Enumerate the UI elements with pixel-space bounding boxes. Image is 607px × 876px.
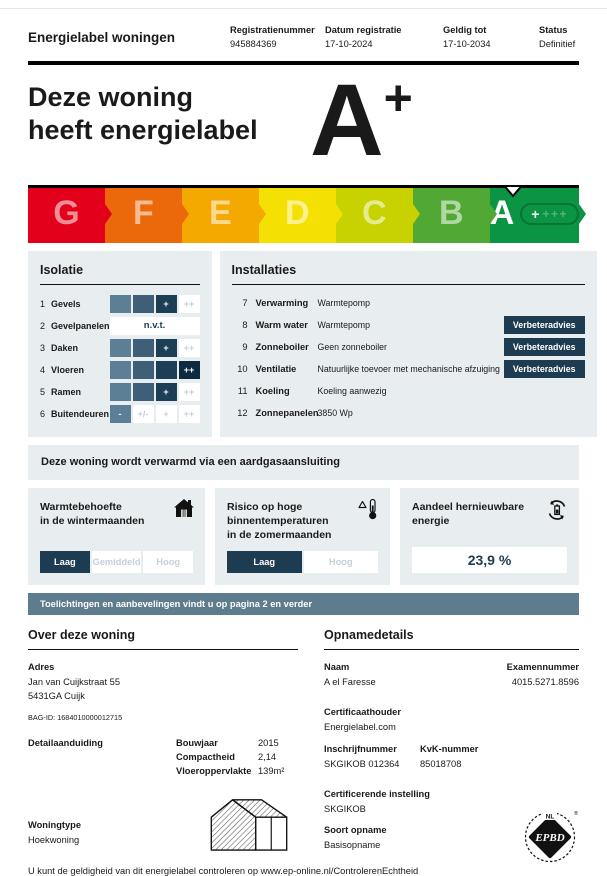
option-laag: Laag (227, 551, 302, 573)
gas-connection-notice: Deze woning wordt verwarmd via een aardgasaansluiting (28, 445, 579, 480)
rating-cell (133, 383, 154, 401)
isolatie-row-buitendeuren (40, 405, 200, 423)
toelichtingen-banner: Toelichtingen en aanbevelingen vindt u op pagina 2 en verder (28, 593, 579, 615)
verbeteradvies-button[interactable]: Verbeteradvies (504, 316, 585, 334)
hero-title (28, 79, 310, 173)
row-number: 1 (40, 298, 46, 309)
segment-letter: G (53, 194, 80, 233)
field-label: Geldig tot (443, 25, 487, 35)
row-label: Warm water (255, 320, 308, 331)
rating-cell: + (156, 405, 177, 423)
card-warmtebehoefte (28, 488, 205, 585)
segment-letter: C (362, 194, 387, 233)
row-label: Daken (51, 342, 79, 353)
winter-rating-options (40, 551, 193, 573)
rating-cell: ++ (179, 405, 200, 423)
house-icon (173, 498, 195, 523)
woningtype-block (28, 820, 81, 847)
row-label: Ramen (51, 386, 82, 397)
installaties-row-zonneboiler (232, 339, 585, 356)
hero-title-line2: heeft energielabel (28, 114, 258, 145)
rating-cell (110, 383, 131, 401)
card-risico-zomer (215, 488, 390, 585)
row-number: 4 (40, 364, 46, 375)
nvt-badge: n.v.t. (110, 317, 200, 335)
option-hoog: Hoog (143, 551, 193, 573)
scale-segment-f (105, 185, 182, 243)
rating-cells (110, 339, 200, 357)
field-label: Datum registratie (325, 25, 402, 35)
seal-registered-mark: ® (574, 810, 579, 817)
segment-letter: E (209, 194, 232, 233)
document-title: Energielabel woningen (28, 30, 176, 45)
rating-cell (156, 361, 177, 379)
scale-segment-g (28, 185, 105, 243)
header-field-status (539, 23, 579, 52)
row-value: Geen zonneboiler (317, 342, 387, 353)
seal-epbd-text: EPBD (535, 831, 565, 844)
row-value: Natuurlijke toevoer met mechanische afzuiging (317, 364, 500, 375)
fact-value: 2015 (258, 737, 279, 748)
card-title (40, 500, 193, 528)
instelling-label: Certificerende instelling (324, 789, 430, 800)
row-number: 7 (242, 298, 248, 309)
header-field-datum-registratie (325, 23, 443, 52)
option-gemiddeld: Gemiddeld (92, 551, 142, 573)
seal-nl-text: NL (545, 813, 555, 821)
inschrijfnummer-block (324, 744, 410, 780)
adres-label: Adres (28, 661, 55, 672)
adres-line: Jan van Cuijkstraat 55 (28, 676, 120, 687)
epbd-seal-icon (521, 807, 579, 870)
examennummer-block (507, 662, 579, 689)
field-value: 945884369 (230, 39, 277, 50)
row-number: 9 (242, 342, 248, 353)
examennummer-value: 4015.5271.8596 (511, 676, 579, 687)
row-number: 8 (242, 320, 248, 331)
validity-footer-text: U kunt de geldigheid van dit energielabel controleren op www.ep-online.nl/ControlerenEchtheid (28, 865, 419, 876)
inschrijfnummer-value: SKGIKOB 012364 (324, 758, 400, 769)
segment-letter: B (438, 194, 464, 233)
field-value: 17-10-2034 (443, 39, 491, 50)
certificaathouder-label: Certificaathouder (324, 707, 401, 718)
rating-cell (133, 339, 154, 357)
row-label: Ventilatie (255, 364, 297, 375)
kvk-value: 85018708 (420, 758, 462, 769)
installaties-row-ventilatie (232, 361, 585, 378)
pill-active-plus: + (531, 205, 540, 222)
section-title: Opnamedetails (324, 628, 579, 650)
verbeteradvies-button[interactable]: Verbeteradvies (504, 338, 585, 356)
rating-cell: ++ (179, 361, 200, 379)
isolatie-row-vloeren (40, 361, 200, 379)
certificaathouder-value: Energielabel.com (324, 722, 396, 733)
hoekwoning-drawing (204, 794, 294, 857)
rating-cell (133, 295, 154, 313)
option-laag: Laag (40, 551, 90, 573)
fact-label: Compactheid (176, 751, 235, 762)
row-label: Verwarming (255, 298, 309, 309)
woningtype-label: Woningtype (28, 820, 82, 831)
isolatie-row-daken (40, 339, 200, 357)
energy-label-page (0, 8, 607, 876)
row-number: 10 (237, 364, 248, 375)
row-label: Vloeren (51, 364, 85, 375)
rating-cell (110, 339, 131, 357)
card-title-line: in de zomermaanden (227, 529, 332, 542)
row-number: 12 (237, 408, 248, 419)
instelling-value: SKGIKOB (324, 804, 366, 815)
header-field-registratienummer (230, 23, 325, 52)
rating-cell: +/- (133, 405, 154, 423)
facts-table (176, 738, 284, 780)
bag-id: BAG-ID: 1684010000012715 (28, 712, 123, 722)
installaties-row-zonnepanelen (232, 405, 585, 422)
row-value: Warmtepomp (317, 298, 370, 309)
kvk-block (420, 744, 478, 771)
installaties-row-verwarming (232, 295, 585, 312)
examennummer-label: Examennummer (506, 661, 579, 672)
scale-segment-e (182, 185, 259, 243)
isolatie-row-gevels (40, 295, 200, 313)
naam-block (324, 662, 376, 689)
row-value: 3850 Wp (317, 408, 353, 419)
adres-block (28, 662, 298, 704)
document-header (28, 9, 579, 65)
rating-cells (110, 295, 200, 313)
fact-value: 139m² (258, 765, 285, 776)
certificaathouder-block (324, 707, 579, 734)
rating-cell (110, 295, 131, 313)
hero-section (28, 62, 579, 177)
card-hernieuwbare-energie (400, 488, 579, 585)
row-label: Buitendeuren (51, 408, 110, 419)
card-title-line: binnentemperaturen (227, 514, 329, 527)
isolatie-panel (28, 251, 212, 437)
installaties-panel (220, 251, 597, 437)
row-number: 5 (40, 386, 46, 397)
rating-cell: + (156, 383, 177, 401)
rating-cells (110, 405, 200, 423)
section-title: Over deze woning (28, 628, 298, 650)
row-number: 6 (40, 408, 46, 419)
card-title-line: energie (412, 514, 450, 527)
summer-rating-options (227, 551, 378, 573)
card-title (412, 500, 567, 528)
row-label: Gevelpanelen (51, 320, 110, 331)
scale-segment-d (259, 185, 336, 243)
soort-opname-label: Soort opname (324, 825, 387, 836)
woningtype-value: Hoekwoning (28, 835, 80, 846)
over-deze-woning-section (28, 628, 298, 862)
field-label: Status (539, 25, 568, 35)
row-label: Zonneboiler (255, 342, 309, 353)
rating-cells (110, 383, 200, 401)
card-title (227, 500, 378, 543)
card-title-line: Risico op hoge (227, 500, 303, 513)
plus-rating-pill (520, 203, 579, 225)
fact-row-vloeroppervlakte (176, 766, 284, 776)
header-field-geldig-tot (443, 23, 539, 52)
fact-label: Vloeroppervlakte (176, 765, 252, 776)
verbeteradvies-button[interactable]: Verbeteradvies (504, 360, 585, 378)
rating-cell (110, 361, 131, 379)
thermometer-warning-icon (357, 498, 380, 525)
rating-cell: ++ (179, 383, 200, 401)
isolatie-row-ramen (40, 383, 200, 401)
scale-segment-c (336, 185, 413, 243)
renewable-percentage-value: 23,9 % (412, 547, 567, 573)
rating-cell: + (156, 295, 177, 313)
row-label: Gevels (51, 298, 81, 309)
scale-segment-b (413, 185, 490, 243)
rating-cell: - (110, 405, 131, 423)
option-hoog: Hoog (304, 551, 379, 573)
field-label: Registratienummer (230, 25, 315, 35)
row-number: 3 (40, 342, 46, 353)
rating-cell: ++ (179, 339, 200, 357)
rating-letter: A (310, 62, 382, 177)
rating-cell (133, 361, 154, 379)
rating-cell: ++ (179, 295, 200, 313)
adres-line: 5431GA Cuijk (28, 691, 85, 702)
installaties-title: Installaties (232, 263, 585, 285)
rating-cell: + (156, 339, 177, 357)
segment-letter: D (285, 194, 310, 233)
row-value: Warmtepomp (317, 320, 370, 331)
hero-title-line1: Deze woning (28, 81, 194, 112)
fact-value: 2,14 (258, 751, 277, 762)
segment-letter: A (489, 194, 515, 233)
row-number: 2 (40, 320, 46, 331)
fact-label: Bouwjaar (176, 737, 218, 748)
opnamedetails-section (324, 628, 579, 862)
naam-label: Naam (324, 661, 350, 672)
installaties-row-koeling (232, 383, 585, 400)
pill-inactive-plusses: +++ (542, 206, 568, 221)
detailaanduiding-label: Detailaanduiding (28, 737, 103, 748)
rating-cells (110, 361, 200, 379)
kvk-label: KvK-nummer (420, 743, 479, 754)
field-value: Definitief (539, 39, 576, 50)
card-title-line: Warmtebehoefte (40, 500, 122, 513)
energy-label-rating (310, 62, 413, 177)
energy-scale-bar (28, 185, 579, 243)
row-label: Koeling (255, 386, 290, 397)
field-value: 17-10-2024 (325, 39, 373, 50)
inschrijfnummer-label: Inschrijfnummer (324, 743, 397, 754)
row-value: Koeling aanwezig (317, 386, 387, 397)
woning-facts (28, 738, 298, 780)
row-number: 11 (237, 386, 248, 397)
fact-row-compactheid (176, 752, 284, 762)
installaties-row-warm-water (232, 317, 585, 334)
fact-row-bouwjaar (176, 738, 284, 748)
current-rating-marker-icon (503, 184, 523, 202)
card-title-line: in de wintermaanden (40, 514, 145, 527)
isolatie-row-gevelpanelen (40, 317, 200, 335)
rating-plus: + (383, 69, 413, 126)
card-title-line: Aandeel hernieuwbare (412, 500, 525, 513)
renewable-energy-icon (545, 498, 569, 527)
row-label: Zonnepanelen (255, 408, 319, 419)
naam-value: A el Faresse (324, 676, 376, 687)
soort-opname-value: Basisopname (324, 840, 381, 851)
isolatie-title: Isolatie (40, 263, 200, 285)
segment-letter: F (133, 194, 154, 233)
